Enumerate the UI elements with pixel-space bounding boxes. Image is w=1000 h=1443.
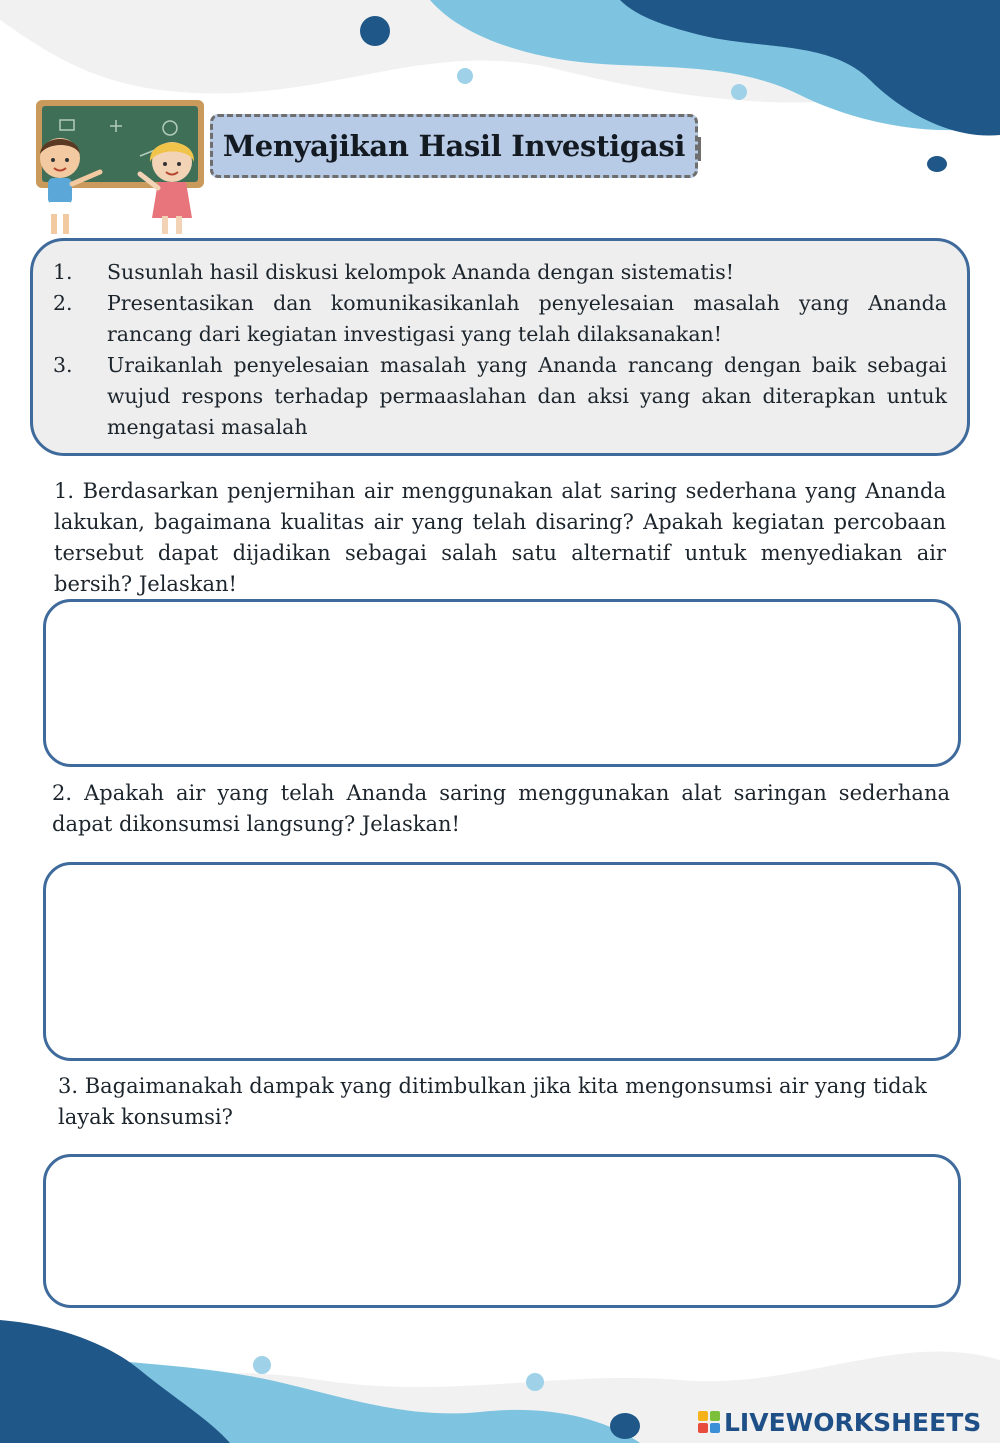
logo-letter [698, 1411, 708, 1421]
instructions-list [53, 257, 947, 443]
logo-text: LIVEWORKSHEETS [724, 1407, 982, 1437]
instruction-item [53, 257, 947, 288]
answer-box-3[interactable] [43, 1154, 961, 1308]
kids-chalkboard-illustration [30, 96, 210, 241]
instruction-number: 1. [53, 260, 73, 284]
dot-top-2 [457, 68, 473, 84]
instruction-text: Susunlah hasil diskusi kelompok Ananda dengan sistematis! [107, 260, 734, 284]
dot-top-4 [927, 156, 947, 172]
question-3: 3. Bagaimanakah dampak yang ditimbulkan jika kita mengonsumsi air yang tidak layak konsumsi? [58, 1074, 927, 1129]
liveworksheets-logo [698, 1405, 981, 1439]
page-title: Menyajikan Hasil Investigasi [222, 129, 686, 163]
logo-letter [698, 1423, 708, 1433]
answer-box-2[interactable] [43, 862, 961, 1061]
instruction-item [53, 288, 947, 350]
instructions-box [30, 238, 970, 456]
logo-letter [710, 1411, 720, 1421]
instruction-number: 2. [53, 291, 73, 315]
dot-top-1 [360, 16, 390, 46]
dot-bottom-2 [526, 1373, 544, 1391]
logo-mark-icon [698, 1411, 720, 1433]
answer-box-1[interactable] [43, 599, 961, 767]
title-banner [210, 114, 698, 178]
dot-top-3 [731, 84, 747, 100]
dot-bottom-1 [253, 1356, 271, 1374]
dot-bottom-3 [610, 1413, 640, 1439]
question-1: 1. Berdasarkan penjernihan air menggunakan alat saring sederhana yang Ananda lakukan, bagaimana kualitas air yang telah disaring? Apakah kegiatan percobaan tersebut dapat dijadikan sebagai salah satu alternatif untuk menyediakan air bersih? Jelaskan! [54, 479, 946, 596]
instruction-item [53, 350, 947, 443]
title-banner-tick [698, 137, 701, 161]
logo-letter [710, 1423, 720, 1433]
instruction-text: Uraikanlah penyelesaian masalah yang Ananda rancang dengan baik sebagai wujud respons terhadap permaaslahan dan aksi yang akan diterapkan untuk mengatasi masalah [107, 353, 947, 439]
question-2: 2. Apakah air yang telah Ananda saring menggunakan alat saringan sederhana dapat dikonsumsi langsung? Jelaskan! [52, 781, 950, 836]
instruction-text: Presentasikan dan komunikasikanlah penyelesaian masalah yang Ananda rancang dari kegiatan investigasi yang telah dilaksanakan! [107, 291, 947, 346]
instruction-number: 3. [53, 353, 73, 377]
